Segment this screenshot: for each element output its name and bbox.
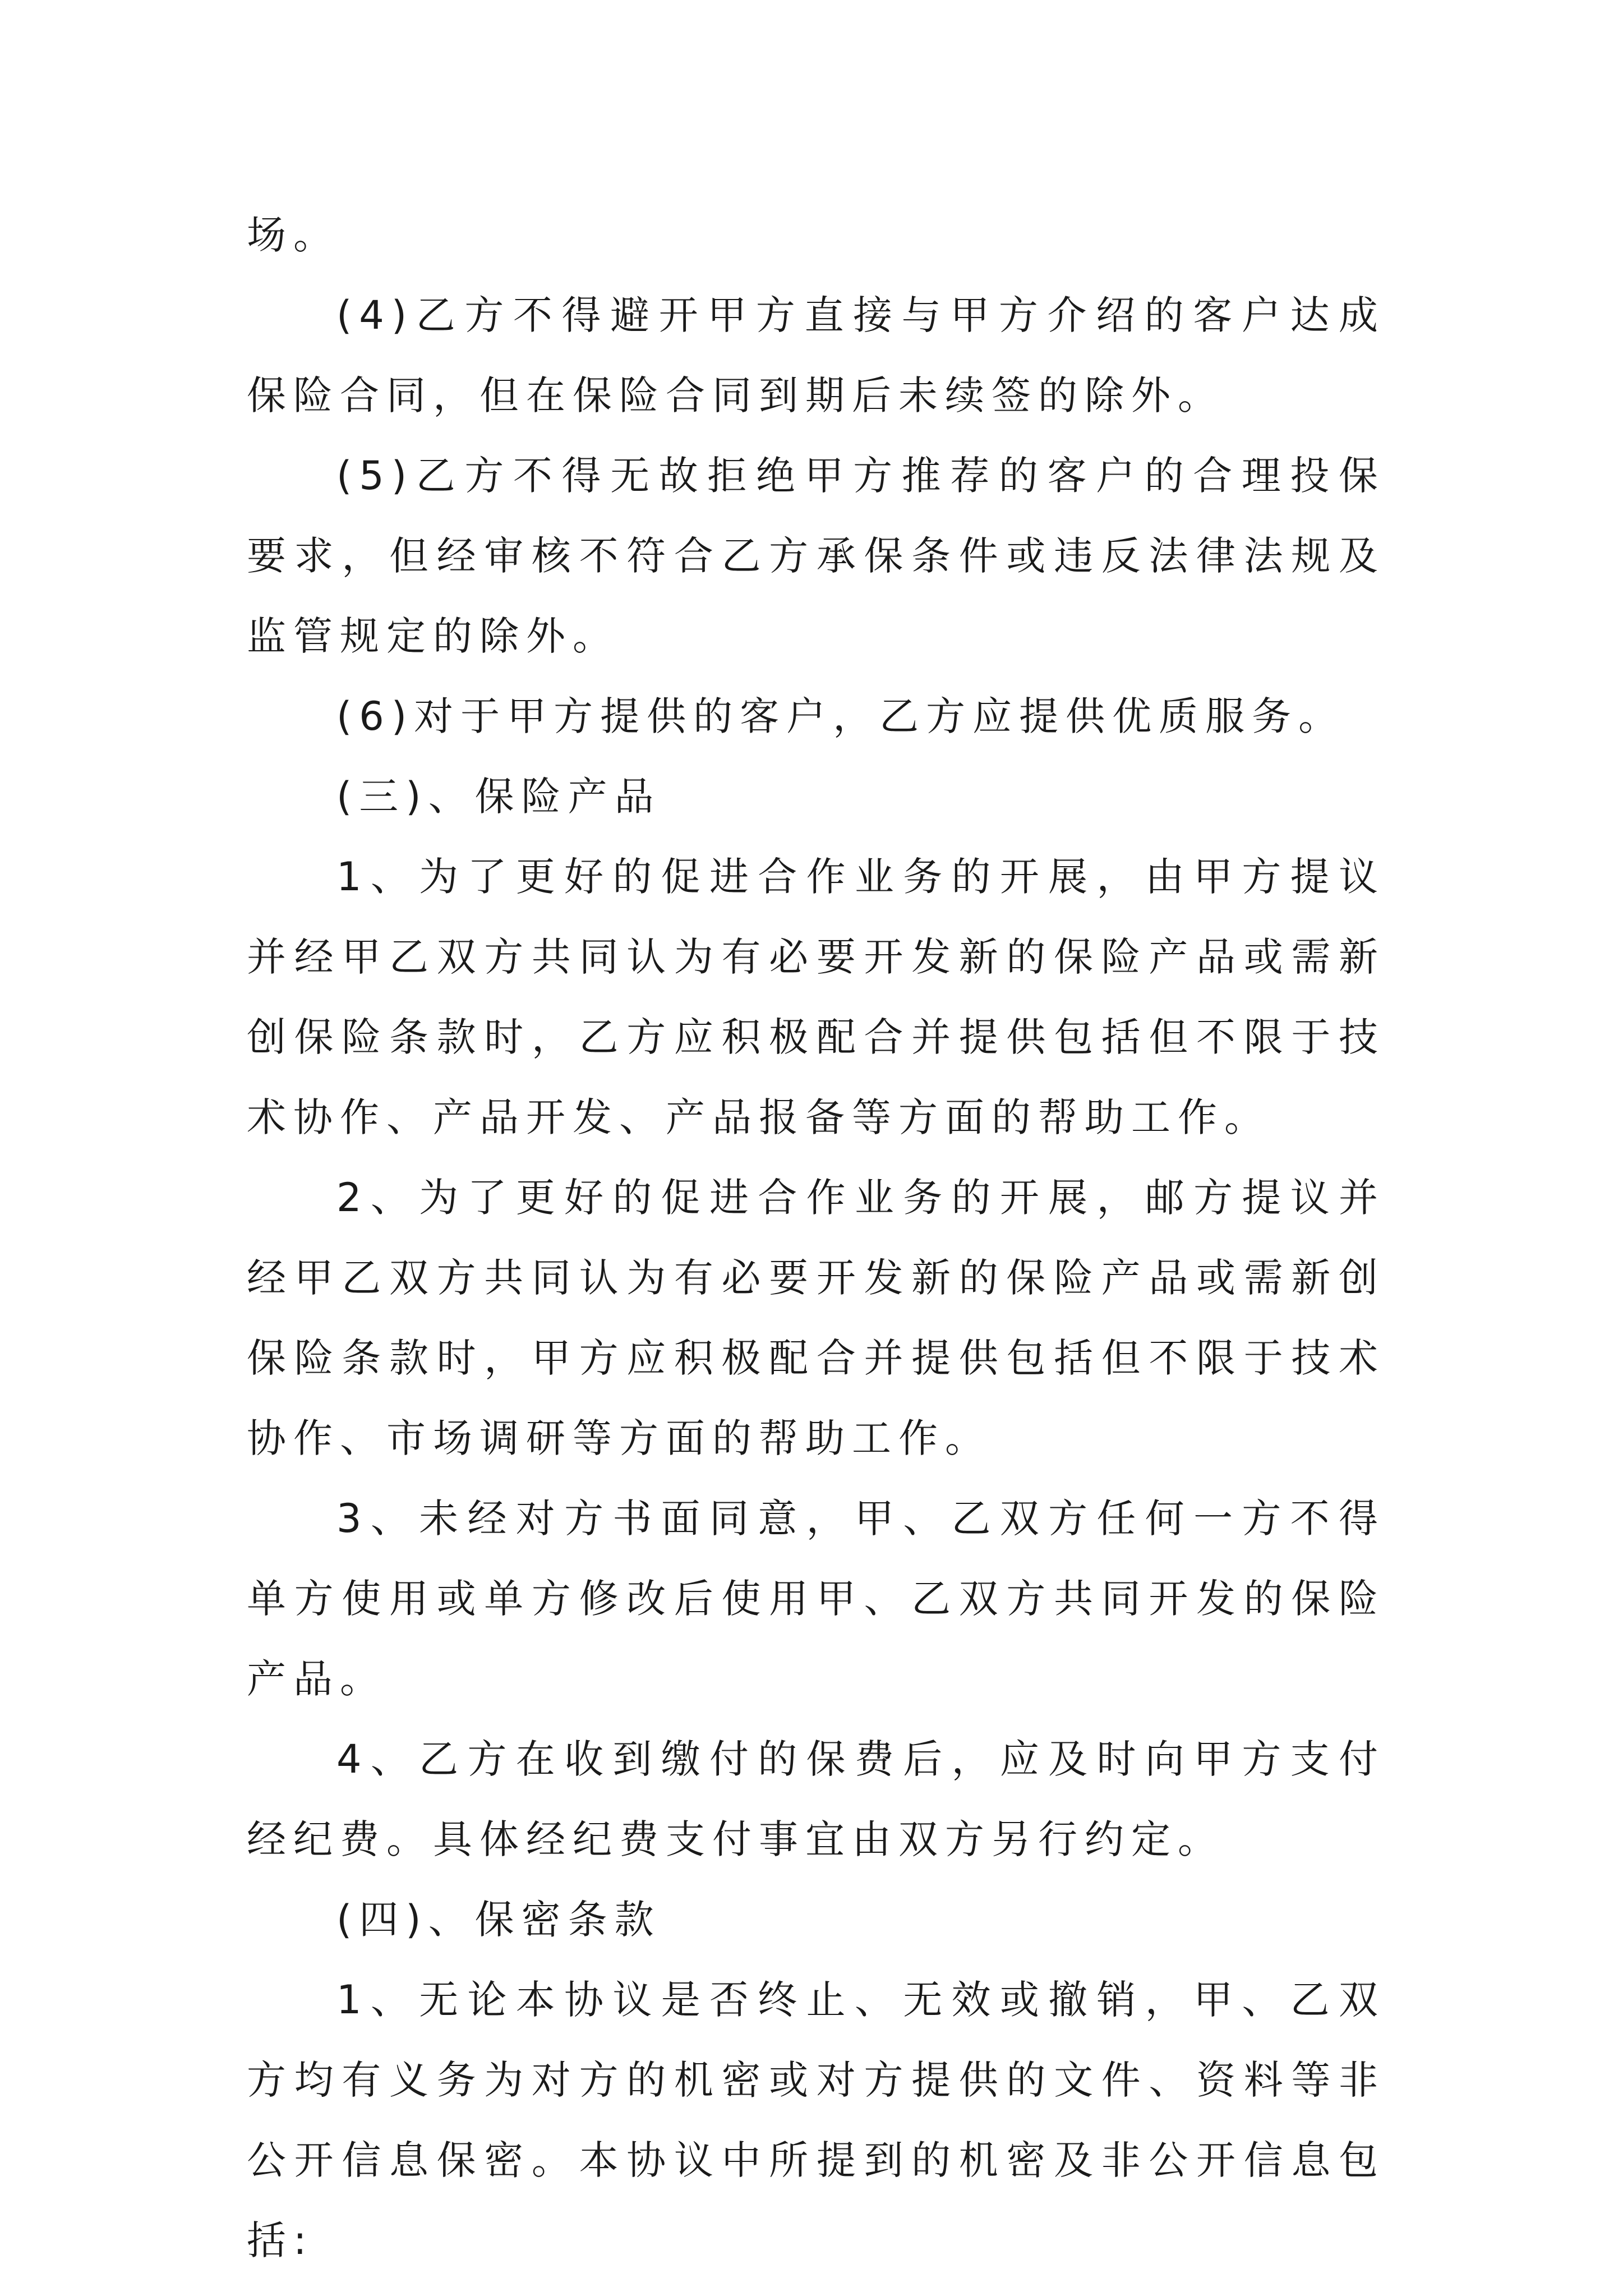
document-body xyxy=(247,195,1385,2281)
paragraph-products-item-3: 3、未经对方书面同意，甲、乙双方任何一方不得单方使用或单方修改后使用甲、乙双方共同开发的保险产品。 xyxy=(247,1496,1385,1702)
paragraph-clause-4: (4)乙方不得避开甲方直接与甲方介绍的客户达成保险合同，但在保险合同到期后未续签的除外。 xyxy=(247,292,1385,418)
section-heading-confidentiality: (四)、保密条款 xyxy=(336,1897,661,1943)
paragraph-products-item-1: 1、为了更好的促进合作业务的开展，由甲方提议并经甲乙双方共同认为有必要开发新的保险产品或需新创保险条款时，乙方应积极配合并提供包括但不限于技术协作、产品开发、产品报备等方面的帮助工作。 xyxy=(247,854,1385,1140)
section-heading-insurance-products: (三)、保险产品 xyxy=(336,774,661,820)
paragraph-products-item-4: 4、乙方在收到缴付的保费后，应及时向甲方支付经纪费。具体经纪费支付事宜由双方另行约定。 xyxy=(247,1736,1385,1862)
paragraph-continuation: 场。 xyxy=(247,212,340,258)
paragraph-products-item-2: 2、为了更好的促进合作业务的开展，邮方提议并经甲乙双方共同认为有必要开发新的保险产品或需新创保险条款时，甲方应积极配合并提供包括但不限于技术协作、市场调研等方面的帮助工作。 xyxy=(247,1175,1385,1461)
paragraph-confidentiality-item-1: 1、无论本协议是否终止、无效或撤销，甲、乙双方均有义务为对方的机密或对方提供的文件、资料等非公开信息保密。本协议中所提到的机密及非公开信息包括: xyxy=(247,1977,1385,2263)
paragraph-clause-6: (6)对于甲方提供的客户，乙方应提供优质服务。 xyxy=(336,693,1345,739)
paragraph-clause-5: (5)乙方不得无故拒绝甲方推荐的客户的合理投保要求，但经审核不符合乙方承保条件或违反法律法规及监管规定的除外。 xyxy=(247,453,1385,659)
